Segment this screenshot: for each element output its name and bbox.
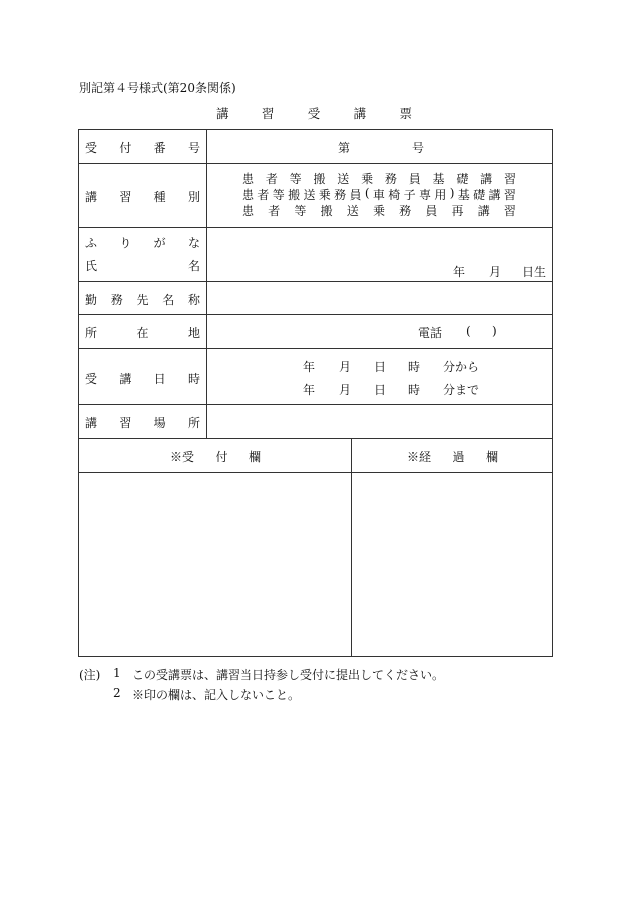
birth-year-label: 年 [453,265,466,279]
course-option-wheelchair-char: 等 [272,188,285,202]
table-border-bottom [78,656,553,657]
from-minute-label: 分から [443,360,480,374]
course-option-refresher-char: 者 [268,204,281,218]
receipt-number-label-char: 受 [85,141,98,155]
reception-box-header [170,448,261,465]
phone-label: 電話 [418,326,443,340]
to-minute-label: 分まで [443,383,480,397]
phone-paren-open: ( [466,324,471,338]
course-option-basic-char: 習 [503,172,516,186]
furigana-label-char: ふ [85,236,98,250]
course-option-wheelchair-char: 員 [349,188,362,202]
course-option-refresher-char: 送 [346,204,359,218]
address-label-char: 地 [187,326,200,340]
course-type-label-char: 種 [153,190,166,204]
furigana-label [85,234,200,251]
course-option-basic-char: 者 [265,172,278,186]
progress-box-header-char: 欄 [485,450,498,464]
table-rule [78,163,553,164]
datetime-label-char: 受 [85,372,98,386]
course-option-basic-char: 等 [289,172,302,186]
course-option-wheelchair-char: 講 [488,188,501,202]
progress-box-area [352,473,552,656]
birth-month-label: 月 [489,265,502,279]
course-type-label-char: 講 [85,190,98,204]
course-option-refresher-char: 習 [503,204,516,218]
progress-box-header [407,448,498,465]
course-type-label [85,188,200,205]
form-title-char: 講 [216,106,229,121]
course-option-refresher-char: 等 [294,204,307,218]
name-label-char: 名 [187,259,200,273]
progress-box-header-char: ※経 [407,450,432,464]
course-option-refresher-char: 再 [451,204,464,218]
form-caption: 別記第４号様式(第20条関係) [79,81,236,95]
receipt-number-label-char: 付 [119,141,132,155]
course-option-refresher-char: 乗 [372,204,385,218]
form-title-char: 講 [353,106,367,121]
receipt-number-field[interactable] [207,130,552,163]
course-option-wheelchair-char: 礎 [473,188,486,202]
venue-field[interactable] [207,405,552,438]
course-option-wheelchair-char: 務 [334,188,347,202]
course-option-wheelchair-char: ) [449,186,455,200]
table-border-right [552,129,553,657]
course-option-basic-char: 基 [432,172,445,186]
employer-label-char: 称 [187,293,200,307]
venue-label [85,414,200,431]
address-label [85,324,200,341]
course-option-basic-char: 送 [337,172,350,186]
phone-paren-close: ) [492,324,497,338]
datetime-label-char: 日 [153,372,166,386]
address-field[interactable] [207,315,407,348]
venue-label-char: 習 [119,416,132,430]
from-day-label: 日 [374,360,387,374]
receipt-number-go: 号 [412,141,425,155]
notes-prefix: (注) [79,668,101,682]
course-option-wheelchair-char: 患 [242,188,255,202]
to-month-label: 月 [339,383,352,397]
course-option-wheelchair-char: 椅 [388,188,401,202]
course-type-label-char: 習 [119,190,132,204]
table-rule [78,438,553,439]
to-hour-label: 時 [408,383,421,397]
course-option-refresher-char: 務 [399,204,412,218]
course-option-wheelchair-char: 車 [372,188,385,202]
course-option-refresher-char: 講 [477,204,490,218]
progress-box-header-char: 過 [452,450,465,464]
name-label-char: 氏 [85,259,98,273]
employer-label-char: 先 [136,293,149,307]
reception-box-header-char: 付 [215,450,228,464]
receipt-number-label-char: 番 [153,141,166,155]
course-option-refresher-char: 患 [242,204,255,218]
address-label-char: 在 [136,326,149,340]
from-year-label: 年 [303,360,316,374]
course-option-refresher[interactable] [242,202,516,219]
course-option-wheelchair-char: 者 [257,188,270,202]
course-option-wheelchair-char: 搬 [288,188,301,202]
reception-box-header-char: 欄 [248,450,261,464]
furigana-label-char: り [119,236,132,250]
course-option-basic-char: 患 [242,172,255,186]
employer-field[interactable] [207,282,552,314]
receipt-number-label [85,139,200,156]
employer-label-char: 名 [162,293,175,307]
course-option-wheelchair-char: 習 [503,188,516,202]
venue-label-char: 場 [153,416,166,430]
course-option-basic-char: 講 [480,172,493,186]
form-title-char: 票 [399,106,412,121]
course-option-basic-char: 務 [384,172,397,186]
name-label [85,257,200,274]
course-option-refresher-char: 搬 [320,204,333,218]
course-option-wheelchair-char: ( [364,186,370,200]
course-option-wheelchair-char: 乗 [318,188,331,202]
from-month-label: 月 [339,360,352,374]
course-option-refresher-char: 員 [425,204,438,218]
note-number: 2 [113,686,121,700]
form-title [216,104,412,122]
venue-label-char: 講 [85,416,98,430]
employer-label-char: 務 [110,293,123,307]
course-option-wheelchair[interactable] [242,186,516,203]
course-option-wheelchair-char: 専 [418,188,431,202]
form-title-char: 習 [261,106,275,121]
furigana-label-char: な [187,236,200,250]
receipt-number-label-char: 号 [187,141,200,155]
address-label-char: 所 [85,326,98,340]
form-title-char: 受 [307,106,321,121]
receipt-number-dai: 第 [338,141,351,155]
datetime-label [85,370,200,387]
course-option-basic-char: 員 [408,172,421,186]
note-text: この受講票は、講習当日持参し受付に提出してください。 [132,668,445,682]
furigana-label-char: が [153,236,166,250]
course-option-wheelchair-char: 基 [457,188,470,202]
course-option-basic-char: 乗 [361,172,374,186]
note-text: ※印の欄は、記入しないこと。 [132,688,301,702]
reception-box-area [79,473,351,656]
datetime-label-char: 時 [187,372,200,386]
course-option-basic[interactable] [242,170,516,187]
course-type-label-char: 別 [187,190,200,204]
phone-field[interactable] [474,318,490,344]
datetime-label-char: 講 [119,372,132,386]
reception-box-header-char: ※受 [170,450,195,464]
course-option-basic-char: 搬 [313,172,326,186]
course-option-wheelchair-char: 用 [434,188,447,202]
employer-label [85,291,200,308]
from-hour-label: 時 [408,360,421,374]
course-option-basic-char: 礎 [456,172,469,186]
note-number: 1 [113,666,121,680]
venue-label-char: 所 [187,416,200,430]
birth-day-label: 日生 [522,265,547,279]
course-option-wheelchair-char: 送 [303,188,316,202]
employer-label-char: 勤 [85,293,98,307]
to-year-label: 年 [303,383,316,397]
to-day-label: 日 [374,383,387,397]
course-option-wheelchair-char: 子 [403,188,416,202]
